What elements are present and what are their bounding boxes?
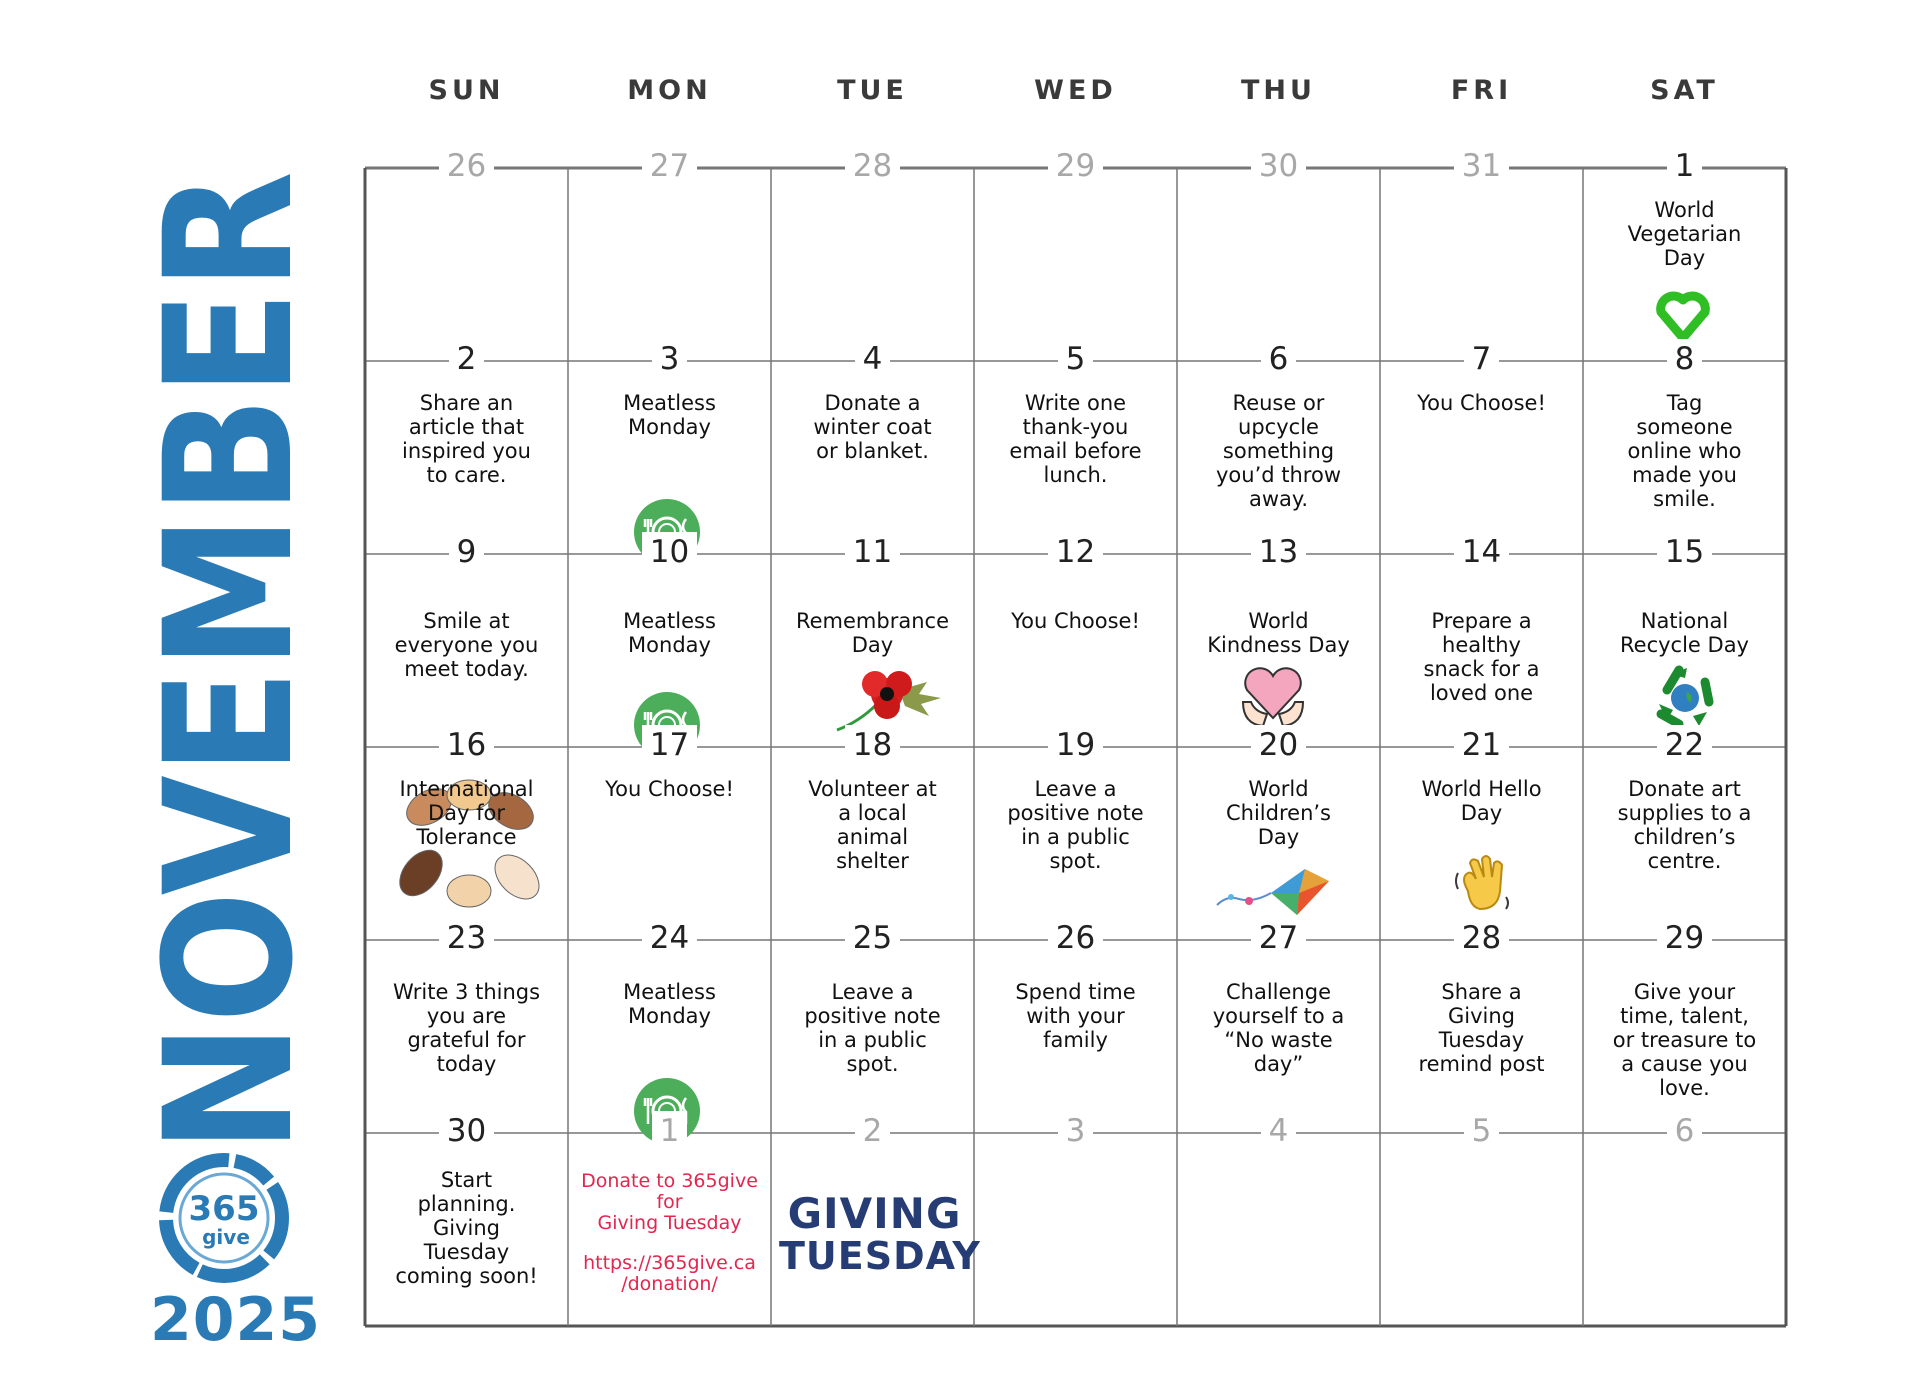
day-number-label: 11 [845, 532, 900, 572]
month-name: NOVEMBER [127, 39, 332, 1153]
day-number [1380, 339, 1583, 379]
day-cell[interactable] [1177, 534, 1380, 747]
month-title [127, 39, 332, 1153]
day-number [771, 725, 974, 765]
day-number-label: 5 [1058, 339, 1094, 379]
day-number-label: 24 [642, 918, 697, 958]
weekday-header-row [365, 75, 1788, 125]
day-cell[interactable] [1583, 148, 1786, 361]
day-number [568, 532, 771, 572]
day-cell[interactable] [1380, 148, 1583, 361]
day-number-label: 9 [449, 532, 485, 572]
day-cell[interactable] [1177, 727, 1380, 940]
day-number-label: 10 [642, 532, 697, 572]
day-number [1583, 918, 1786, 958]
day-number-label: 21 [1454, 725, 1509, 765]
day-activity-text: Write one thank-you email before lunch. [1009, 391, 1142, 487]
day-activity-text: Share a Giving Tuesday remind post [1418, 980, 1545, 1076]
day-number-label: 8 [1667, 339, 1703, 379]
day-number [974, 146, 1177, 186]
day-number [1380, 1111, 1583, 1151]
day-cell[interactable] [974, 341, 1177, 554]
day-number-label: 29 [1048, 146, 1103, 186]
day-number [1177, 725, 1380, 765]
day-number [1177, 532, 1380, 572]
day-number [1177, 146, 1380, 186]
day-number-label: 5 [1464, 1111, 1500, 1151]
day-number [1583, 1111, 1786, 1151]
day-number [1177, 918, 1380, 958]
weekday-2: TUE [837, 75, 908, 106]
day-cell[interactable] [568, 1113, 771, 1326]
day-activity-text: Donate art supplies to a children’s centre. [1617, 777, 1752, 873]
day-cell[interactable] [974, 727, 1177, 940]
day-number [568, 146, 771, 186]
day-number-label: 31 [1454, 146, 1509, 186]
day-activity-text: Write 3 things you are grateful for today [392, 980, 541, 1076]
day-number [771, 339, 974, 379]
day-cell[interactable] [974, 148, 1177, 361]
day-cell[interactable] [568, 727, 771, 940]
day-activity-text: Give your time, talent, or treasure to a cause you love. [1612, 980, 1757, 1100]
donation-link[interactable]: https://365give.ca /donation/ [583, 1252, 756, 1295]
day-number-label: 4 [855, 339, 891, 379]
day-number [974, 339, 1177, 379]
day-number-label: 30 [1251, 146, 1306, 186]
day-cell[interactable] [771, 341, 974, 554]
day-number-label: 1 [652, 1111, 688, 1151]
day-number [1380, 725, 1583, 765]
day-number-label: 14 [1454, 532, 1509, 572]
day-number-label: 4 [1261, 1111, 1297, 1151]
day-number-label: 28 [1454, 918, 1509, 958]
day-number [568, 725, 771, 765]
day-cell[interactable] [365, 534, 568, 747]
day-activity-text: You Choose! [605, 777, 734, 801]
day-number-label: 19 [1048, 725, 1103, 765]
day-activity-text: Donate a winter coat or blanket. [813, 391, 932, 463]
day-cell[interactable] [1583, 920, 1786, 1133]
day-activity-text: Smile at everyone you meet today. [394, 609, 539, 681]
day-number-label: 27 [642, 146, 697, 186]
day-activity-text: Challenge yourself to a “No waste day” [1212, 980, 1345, 1076]
day-cell[interactable] [771, 148, 974, 361]
day-activity-text: Tag someone online who made you smile. [1627, 391, 1742, 511]
day-number [771, 532, 974, 572]
day-activity-text: You Choose! [1417, 391, 1546, 415]
day-number-label: 29 [1657, 918, 1712, 958]
day-number [1177, 339, 1380, 379]
day-cell[interactable] [1177, 1113, 1380, 1326]
day-number-label: 6 [1261, 339, 1297, 379]
day-cell[interactable] [1177, 148, 1380, 361]
day-cell[interactable] [974, 534, 1177, 747]
day-activity-text: Start planning. Giving Tuesday coming soon! [395, 1168, 538, 1288]
day-cell[interactable] [365, 341, 568, 554]
day-number [974, 918, 1177, 958]
day-cell[interactable] [974, 920, 1177, 1133]
day-number [365, 1111, 568, 1151]
day-number-label: 2 [855, 1111, 891, 1151]
day-number-label: 6 [1667, 1111, 1703, 1151]
logo-word: give [202, 1225, 250, 1249]
day-cell[interactable] [771, 534, 974, 747]
day-number [568, 1111, 771, 1151]
weekday-6: SAT [1650, 75, 1719, 106]
day-number [1380, 146, 1583, 186]
day-number-label: 23 [439, 918, 494, 958]
day-cell[interactable] [771, 1113, 981, 1326]
day-number [568, 339, 771, 379]
day-cell[interactable] [771, 727, 974, 940]
weekday-5: FRI [1450, 75, 1513, 106]
day-number [1380, 532, 1583, 572]
day-number-label: 25 [845, 918, 900, 958]
day-activity-text: Share an article that inspired you to care. [402, 391, 531, 487]
day-activity-text: Prepare a healthy snack for a loved one [1423, 609, 1540, 705]
day-number [568, 918, 771, 958]
day-number [365, 339, 568, 379]
day-number [974, 1111, 1177, 1151]
day-cell[interactable] [365, 1113, 568, 1326]
day-number [771, 1111, 974, 1151]
day-cell[interactable] [568, 148, 771, 361]
day-number [771, 918, 974, 958]
day-activity-text: Meatless Monday [623, 391, 716, 439]
day-cell[interactable] [568, 341, 771, 554]
day-number [365, 146, 568, 186]
logo-number: 365 [188, 1189, 260, 1229]
day-number-label: 17 [642, 725, 697, 765]
day-number [974, 725, 1177, 765]
day-activity-text: Volunteer at a local animal shelter [808, 777, 937, 873]
day-number-label: 7 [1464, 339, 1500, 379]
day-number [1583, 532, 1786, 572]
day-activity-text: Spend time with your family [1015, 980, 1136, 1052]
giving-tuesday-logo-line2: TUESDAY [779, 1234, 981, 1278]
day-activity-text: Meatless Monday [623, 980, 716, 1028]
day-number-label: 28 [845, 146, 900, 186]
day-activity-text: Donate to 365give for Giving Tuesday [581, 1170, 758, 1234]
weekday-1: MON [627, 75, 712, 106]
day-number-label: 15 [1657, 532, 1712, 572]
day-number [1583, 339, 1786, 379]
day-cell[interactable] [1583, 341, 1786, 554]
day-cell[interactable] [1380, 1113, 1583, 1326]
day-number-label: 16 [439, 725, 494, 765]
day-cell[interactable] [1177, 920, 1380, 1133]
calendar-grid [365, 148, 1788, 1326]
day-cell[interactable] [568, 920, 771, 1133]
day-number [365, 725, 568, 765]
day-number [365, 918, 568, 958]
kite-icon [1213, 865, 1333, 926]
day-cell[interactable] [1380, 534, 1583, 747]
day-cell[interactable] [974, 1113, 1177, 1326]
day-cell[interactable] [771, 920, 974, 1133]
day-number [974, 532, 1177, 572]
day-number [1177, 1111, 1380, 1151]
day-activity-text: National Recycle Day [1620, 609, 1749, 657]
day-cell[interactable] [1177, 341, 1380, 554]
day-cell[interactable] [365, 727, 568, 940]
day-number-label: 3 [1058, 1111, 1094, 1151]
day-cell[interactable] [365, 920, 568, 1133]
day-number-label: 20 [1251, 725, 1306, 765]
day-number-label: 22 [1657, 725, 1712, 765]
day-activity-text: Reuse or upcycle something you’d throw away. [1215, 391, 1341, 511]
weekday-3: WED [1034, 75, 1117, 106]
day-cell[interactable] [1583, 727, 1786, 940]
day-number-label: 18 [845, 725, 900, 765]
waving-hand-icon [1450, 851, 1514, 920]
weekday-0: SUN [428, 75, 505, 106]
day-activity-text: You Choose! [1011, 609, 1140, 633]
day-number-label: 30 [439, 1111, 494, 1151]
day-number-label: 26 [439, 146, 494, 186]
day-number [365, 532, 568, 572]
day-cell[interactable] [568, 534, 771, 747]
brand-logo [156, 1150, 292, 1286]
day-number-label: 27 [1251, 918, 1306, 958]
day-activity-text: Leave a positive note in a public spot. [804, 980, 941, 1076]
giving-tuesday-logo-line1: GIVING [787, 1189, 962, 1238]
day-activity-text: World Hello Day [1421, 777, 1542, 825]
day-number [1583, 146, 1786, 186]
day-number-label: 13 [1251, 532, 1306, 572]
day-activity-text: Meatless Monday [623, 609, 716, 657]
year-label: 2025 [150, 1285, 321, 1355]
day-activity-text: World Vegetarian Day [1627, 198, 1742, 270]
day-number-label: 2 [449, 339, 485, 379]
day-activity-text: Remembrance Day [795, 609, 949, 657]
day-number [1380, 918, 1583, 958]
day-cell[interactable] [1380, 727, 1583, 940]
day-activity-text: World Children’s Day [1226, 777, 1331, 849]
day-number-label: 12 [1048, 532, 1103, 572]
giving-tuesday-logo [779, 1189, 981, 1278]
day-activity-text: Leave a positive note in a public spot. [1007, 777, 1144, 873]
day-number-label: 26 [1048, 918, 1103, 958]
day-cell[interactable] [1583, 534, 1786, 747]
day-activity-text: International Day for Tolerance [399, 777, 534, 849]
day-activity-text: World Kindness Day [1207, 609, 1350, 657]
day-cell[interactable] [365, 148, 568, 361]
day-number-label: 3 [652, 339, 688, 379]
day-number [1583, 725, 1786, 765]
day-number [771, 146, 974, 186]
day-cell[interactable] [1380, 341, 1583, 554]
day-cell[interactable] [1583, 1113, 1786, 1326]
weekday-4: THU [1241, 75, 1316, 106]
day-number-label: 1 [1667, 146, 1703, 186]
day-cell[interactable] [1380, 920, 1583, 1133]
